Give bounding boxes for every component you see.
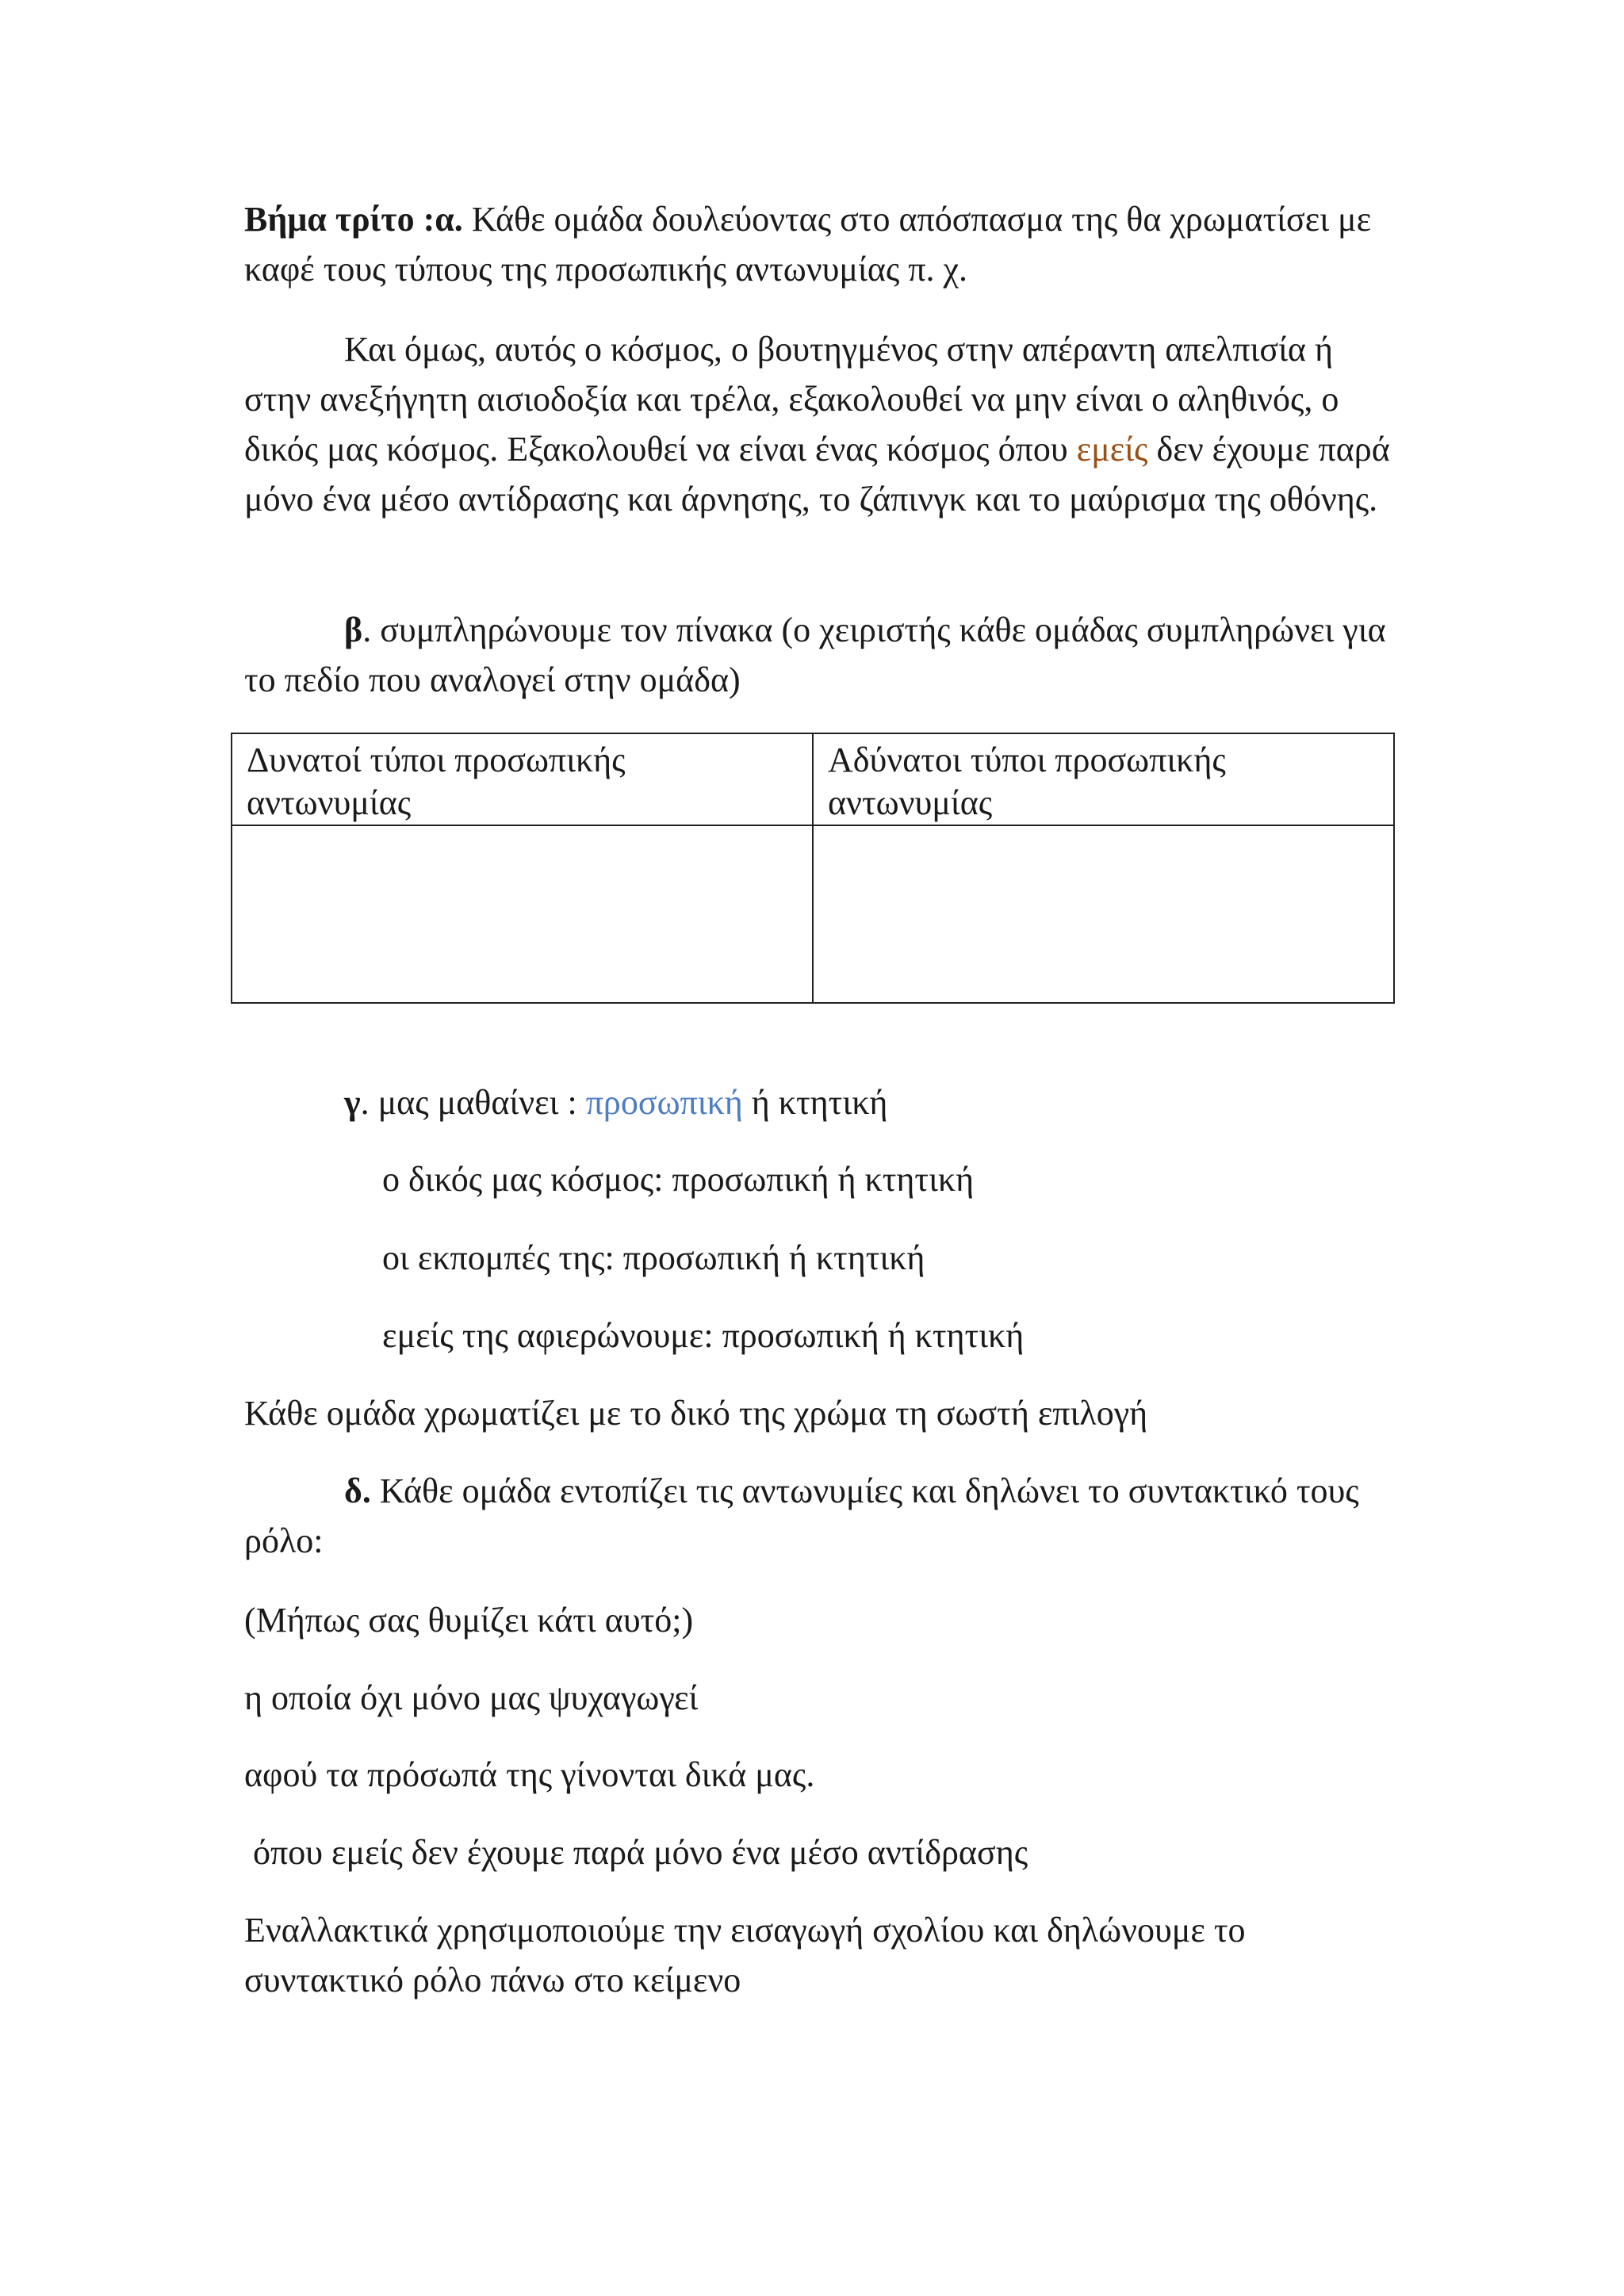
cell-strong-forms[interactable] [232,825,813,1003]
part-g-note: Κάθε ομάδα χρωματίζει με το δικό της χρώμα τη σωστή επιλογή [244,1394,1148,1433]
step-three-instruction-text: Κάθε ομάδα δουλεύοντας στο απόσπασμα της θα χρωματίσει με καφέ τους τύπους της προσωπικής αντωνυμίας π. χ. [244,200,1372,289]
part-d-line-2: η οποία όχι μόνο μας ψυχαγωγεί [244,1678,699,1717]
part-d-line-1: (Μήπως σας θυμίζει κάτι αυτό;) [244,1601,694,1640]
header-weak-forms: Αδύνατοι τύποι προσωπικής αντωνυμίας [813,733,1394,825]
part-g-line-3: οι εκπομπές της: προσωπική ή κτητική [382,1238,925,1277]
part-g-line-4: εμείς της αφιερώνουμε: προσωπική ή κτητική [382,1316,1025,1355]
step-three-heading: Βήμα τρίτο :α. [244,200,463,239]
part-g-intro: . μας μαθαίνει : [360,1083,586,1122]
part-d-label: δ. [344,1471,371,1510]
table-header-row [232,733,1394,825]
header-strong-forms: Δυνατοί τύποι προσωπικής αντωνυμίας [232,733,813,825]
part-g-first-choice: προσωπική [585,1083,743,1122]
excerpt-paragraph [244,324,1402,524]
part-d-text: Κάθε ομάδα εντοπίζει τις αντωνυμίες και δηλώνει το συντακτικό τους ρόλο: [244,1471,1359,1560]
part-g-first-rest: ή κτητική [742,1083,888,1122]
part-d-line-4: όπου εμείς δεν έχουμε παρά μόνο ένα μέσο αντίδρασης [244,1833,1028,1872]
part-b-instruction [244,605,1402,705]
step-three-instruction [244,194,1402,294]
part-d-instruction [244,1466,1402,1566]
part-g-first-line [344,1077,887,1127]
excerpt-text-after: δεν έχουμε παρά μόνο ένα μέσο αντίδρασης και άρνησης, το ζάπινγκ και το μαύρισμα της οθόνης. [244,430,1390,519]
cell-weak-forms[interactable] [813,825,1394,1003]
alternative-instruction: Εναλλακτικά χρησιμοποιούμε την εισαγωγή σχολίου και δηλώνουμε το συντακτικό ρόλο πάνω στο κείμενο [244,1911,1246,1999]
part-b-label: β [344,610,363,649]
table-row [232,825,1394,1003]
excerpt-highlight-emeis: εμείς [1076,430,1148,469]
pronoun-types-table [231,733,1395,1004]
part-d-line-3: αφού τα πρόσωπά της γίνονται δικά μας. [244,1755,815,1794]
part-g-line-2: ο δικός μας κόσμος: προσωπική ή κτητική [382,1160,975,1199]
part-g-label: γ [344,1083,361,1122]
part-b-text: . συμπληρώνουμε τον πίνακα (ο χειριστής κάθε ομάδας συμπληρώνει για το πεδίο που αναλογεί στην ομάδα) [244,610,1386,699]
excerpt-text-before: Και όμως, αυτός ο κόσμος, ο βουτηγμένος στην απέραντη απελπισία ή στην ανεξήγητη αισιοδοξία και τρέλα, εξακολουθεί να μην είναι ο αληθινός, ο δικός μας κόσμος. Εξακολουθεί να είναι ένας κόσμος όπου [244,330,1339,469]
